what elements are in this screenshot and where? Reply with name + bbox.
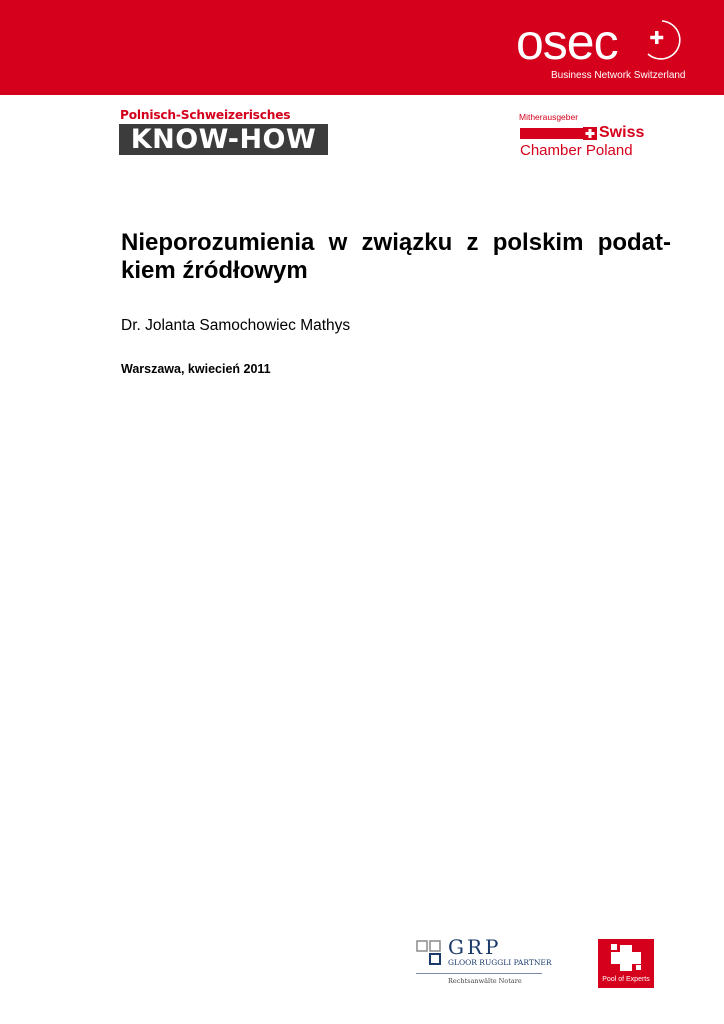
pool-of-experts-label: Pool of Experts [602, 976, 650, 983]
grp-logo-subtitle: Rechtsanwälte Notare [448, 977, 522, 985]
plus-circle-icon [640, 18, 684, 62]
grp-logo-word: GRP [448, 935, 502, 959]
header-banner [0, 0, 724, 95]
swiss-cross-icon [583, 127, 597, 140]
osec-tagline: Business Network Switzerland [551, 70, 686, 81]
pool-of-experts-logo [598, 939, 654, 988]
grp-logo-rule [416, 973, 542, 974]
swiss-chamber-bar [520, 128, 584, 139]
document-place-date: Warszawa, kwiecień 2011 [121, 362, 271, 376]
knowhow-logo-top: Polnisch-Schweizerisches [120, 108, 291, 122]
document-title-line1: Nieporozumienia w związku z polskim podat- [121, 229, 671, 256]
document-author: Dr. Jolanta Samochowiec Mathys [121, 317, 351, 334]
document-title-line2: kiem źródłowym [121, 257, 308, 284]
swiss-chamber-word: Swiss [599, 124, 645, 141]
document-title [121, 229, 671, 285]
knowhow-logo [119, 124, 328, 155]
copublisher-label: Mitherausgeber [519, 112, 579, 122]
grp-logo-name: GLOOR RUGGLI PARTNER [448, 958, 552, 967]
swiss-cross-icon [598, 939, 654, 975]
grp-logo-icon [416, 940, 442, 970]
osec-logo-text: osec [516, 14, 618, 70]
swiss-chamber-line2: Chamber Poland [520, 142, 633, 159]
knowhow-logo-main: KNOW-HOW [130, 124, 317, 155]
